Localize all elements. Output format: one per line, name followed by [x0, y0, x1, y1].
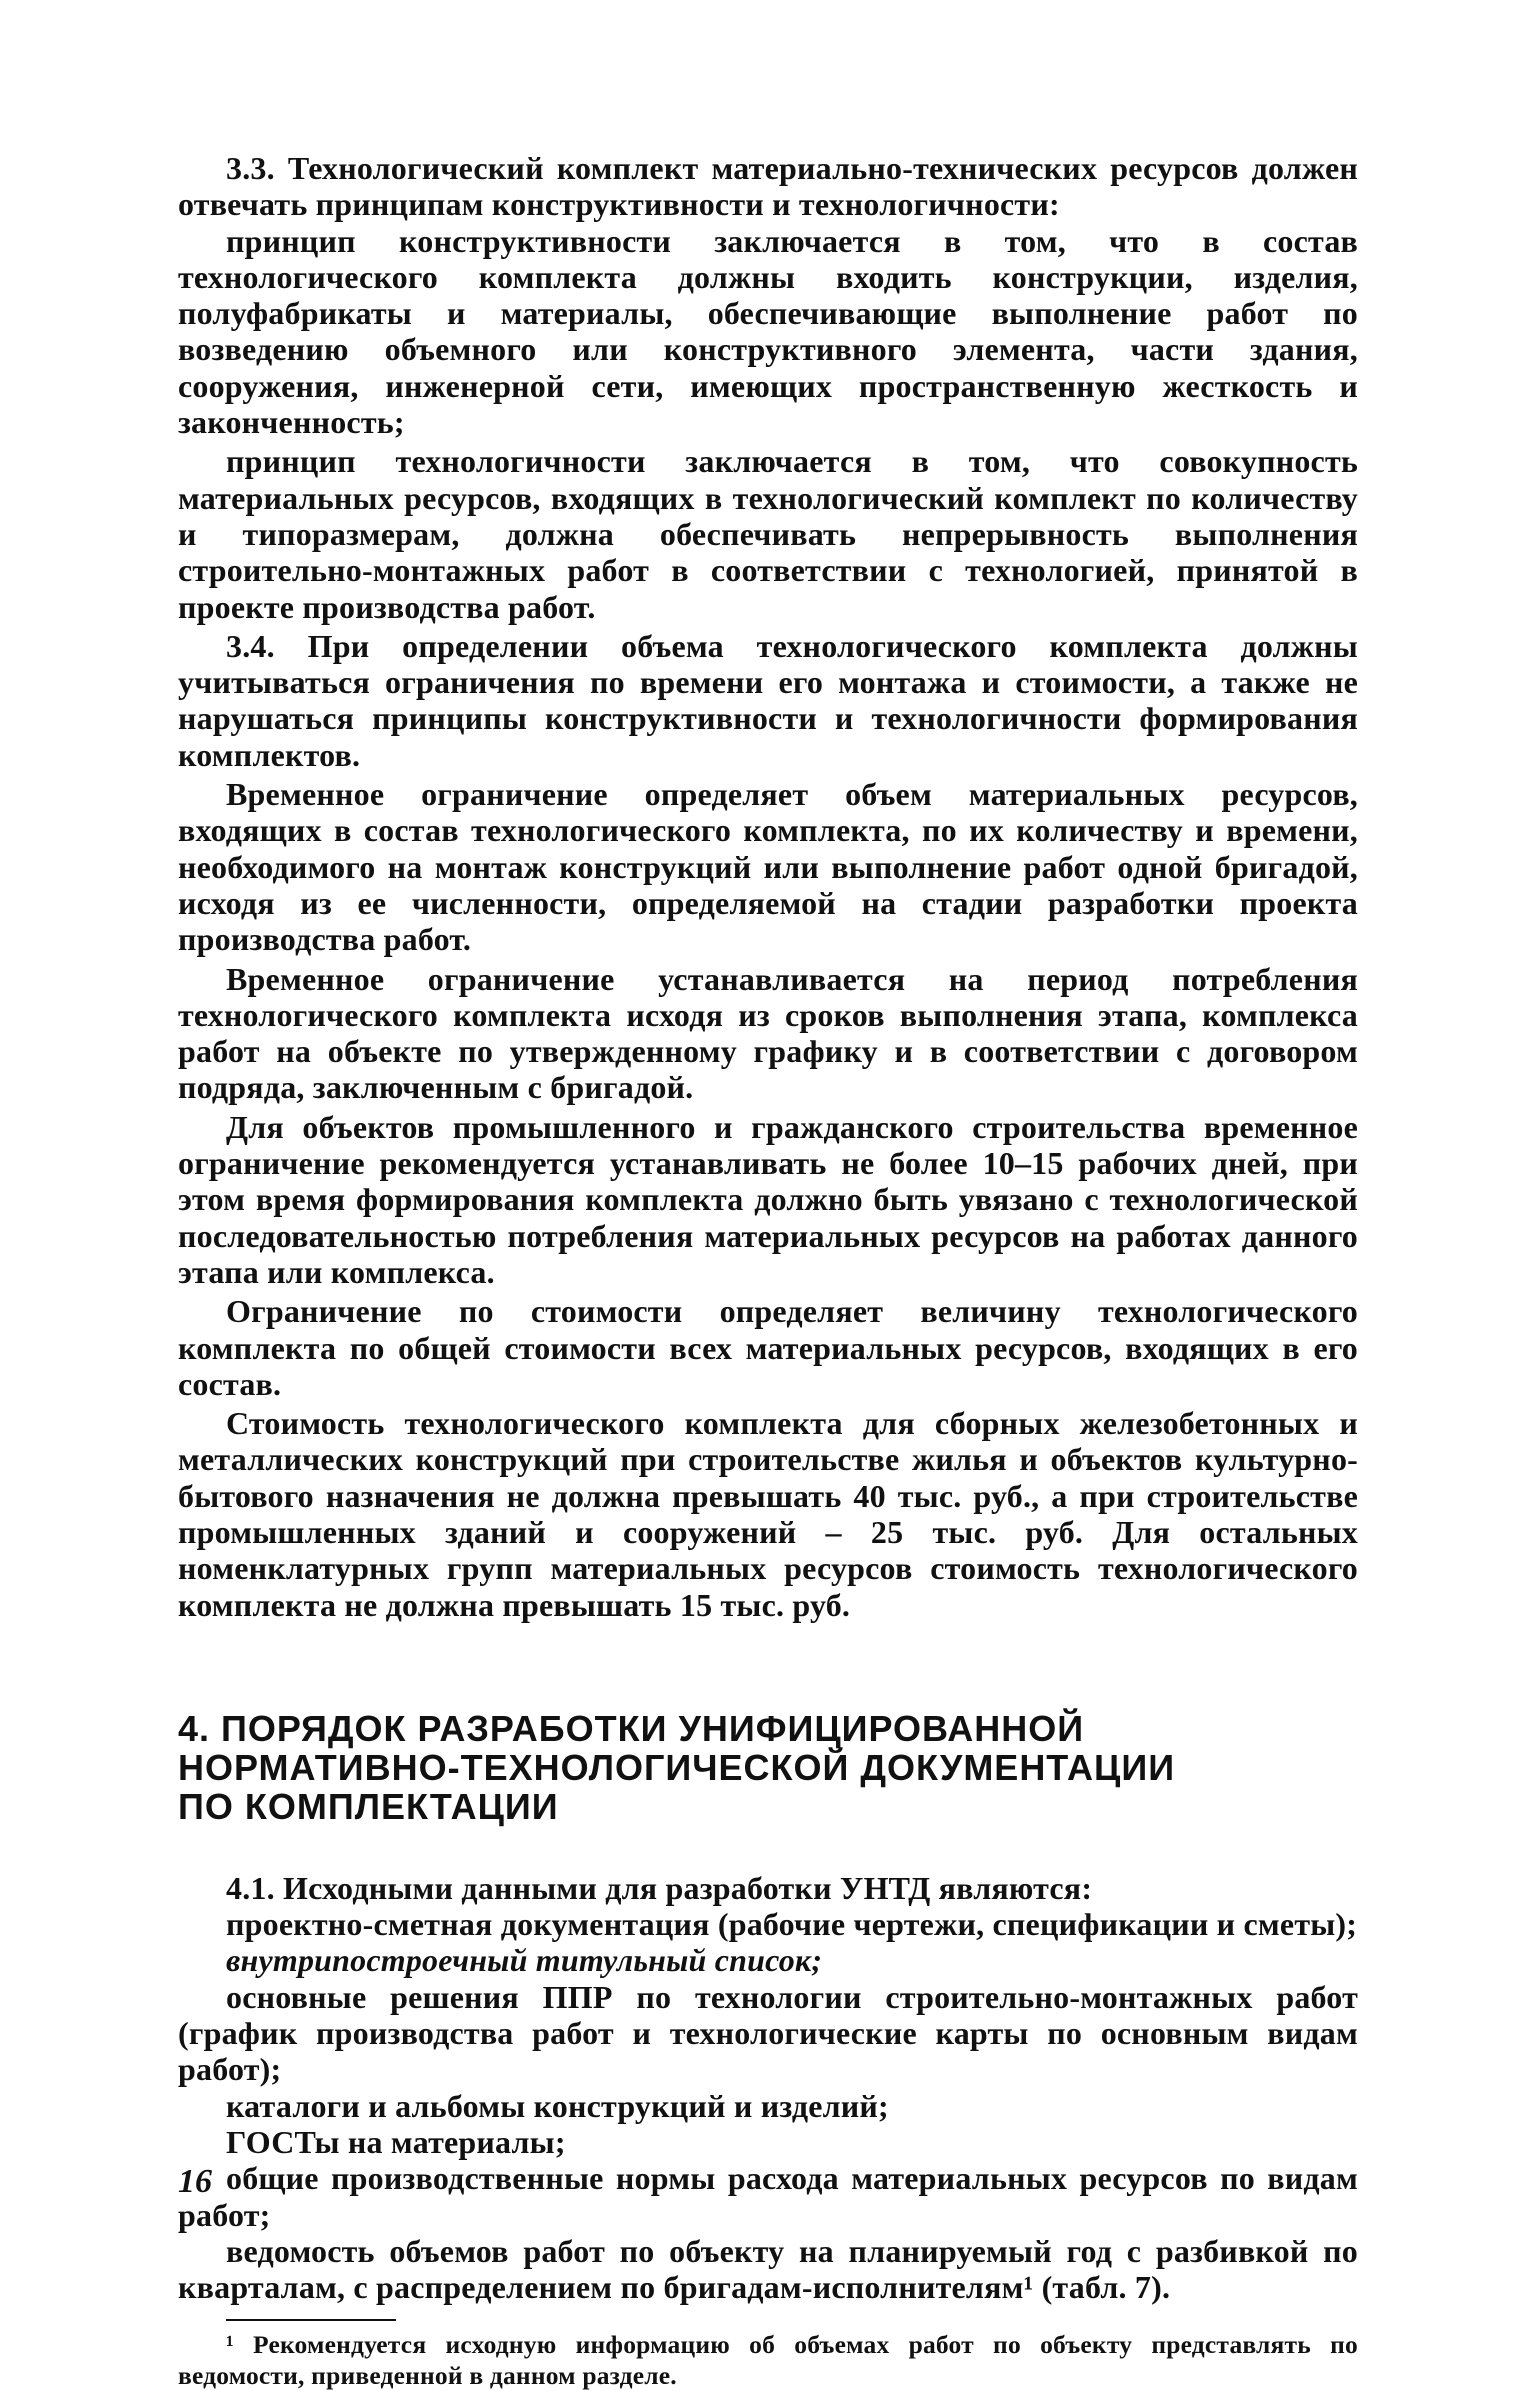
list-item-ppr: основные решения ППР по технологии строительно-монтажных работ (график производства работ и технологические карты по основным видам работ); — [178, 1978, 1358, 2088]
page-content — [178, 150, 1358, 2391]
list-item-catalogs: каталоги и альбомы конструкций и изделий; — [226, 2087, 889, 2124]
paragraph-3-3: 3.3. Технологический комплект материально-технических ресурсов должен отвечать принципам конструктивности и технологичности: — [178, 150, 1358, 223]
page-number: 16 — [178, 2163, 212, 2200]
paragraph-4-1: 4.1. Исходными данными для разработки УНТД являются: — [226, 1869, 1093, 1906]
list-item-gost: ГОСТы на материалы; — [226, 2123, 566, 2160]
footnote: ¹ Рекомендуется исходную информацию об объемах работ по объекту представлять по ведомости, приведенной в данном разделе. — [178, 2330, 1358, 2391]
paragraph-cost-limit: Ограничение по стоимости определяет величину технологического комплекта по общей стоимости всех материальных ресурсов, входящих в его состав. — [178, 1293, 1358, 1402]
list-item-design-docs: проектно-сметная документация (рабочие чертежи, спецификации и сметы); — [226, 1906, 1358, 1943]
paragraph-cost-values: Стоимость технологического комплекта для сборных железобетонных и металлических конструкций при строительстве жилья и объектов культурно-бытового назначения не должна превышать 40 тыс. руб., а при строительстве промышленных зданий и сооружений – 25 тыс. руб. Для остальных номенклатурных групп материальных ресурсов стоимость технологического комплекта не должна превышать 15 тыс. руб. — [178, 1405, 1358, 1623]
paragraph-3-4: 3.4. При определении объема технологического комплекта должны учитываться ограничения по времени его монтажа и стоимости, а также не нарушаться принципы конструктивности и технологичности формирования комплектов. — [178, 627, 1358, 773]
list-item-title-list: внутрипостроечный титульный список; — [226, 1942, 823, 1979]
footnote-divider — [226, 2319, 396, 2321]
paragraph-industrial-objects: Для объектов промышленного и гражданского строительства временное ограничение рекомендуется устанавливать не более 10–15 рабочих дней, при этом время формирования комплекта должно быть увязано с технологической последовательностью потребления материальных ресурсов на работах данного этапа или комплекса. — [178, 1108, 1358, 1290]
section-4-heading — [178, 1709, 1358, 1826]
paragraph-time-limit: Временное ограничение определяет объем материальных ресурсов, входящих в состав технологического комплекта, по их количеству и времени, необходимого на монтаж конструкций или выполнение работ одной бригадой, исходя из ее численности, определяемой на стадии разработки проекта производства работ. — [178, 776, 1358, 958]
principle-constructiveness: принцип конструктивности заключается в том, что в состав технологического комплекта должны входить конструкции, изделия, полуфабрикаты и материалы, обеспечивающие выполнение работ по возведению объемного или конструктивного элемента, части здания, сооружения, инженерной сети, имеющих пространственную жесткость и законченность; — [178, 222, 1358, 441]
list-item-volumes: ведомость объемов работ по объекту на планируемый год с разбивкой по кварталам, с распределением по бригадам-исполнителям¹ (табл. 7). — [178, 2232, 1358, 2306]
heading-line-2: НОРМАТИВНО-ТЕХНОЛОГИЧЕСКОЙ ДОКУМЕНТАЦИИ — [178, 1746, 1176, 1788]
principle-technological: принцип технологичности заключается в том, что совокупность материальных ресурсов, входящих в технологический комплект по количеству и типоразмерам, должна обеспечивать непрерывность выполнения строительно-монтажных работ в соответствии с технологией, принятой в проекте производства работ. — [178, 443, 1358, 625]
heading-line-3: ПО КОМПЛЕКТАЦИИ — [178, 1785, 559, 1827]
paragraph-time-period: Временное ограничение устанавливается на период потребления технологического комплекта исходя из сроков выполнения этапа, комплекса работ на объекте по утвержденному графику и в соответствии с договором подряда, заключенным с бригадой. — [178, 960, 1358, 1106]
heading-line-1: 4. ПОРЯДОК РАЗРАБОТКИ УНИФИЦИРОВАННОЙ — [178, 1707, 1085, 1749]
list-item-norms: общие производственные нормы расхода материальных ресурсов по видам работ; — [178, 2160, 1358, 2233]
